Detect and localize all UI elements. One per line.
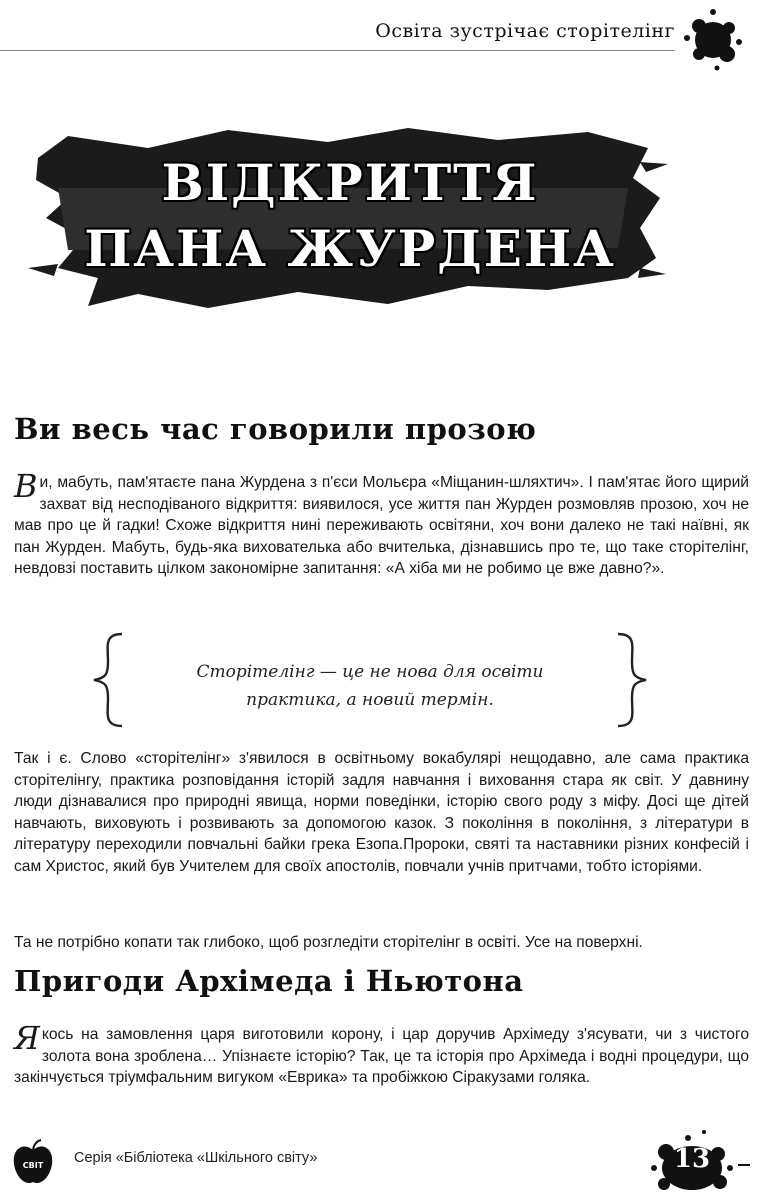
right-brace-icon	[610, 632, 650, 728]
page-number-dash	[738, 1164, 750, 1166]
logo-text: СВІТ	[22, 1161, 44, 1170]
section-heading-2: Пригоди Архімеда і Ньютона	[14, 964, 524, 998]
paragraph-surface: Та не потрібно копати так глибоко, щоб розгледіти сторітелінг в освіті. Усе на поверхні.	[14, 934, 643, 951]
pull-quote	[90, 632, 650, 728]
pull-quote-text	[150, 658, 590, 714]
drop-cap-2: Я	[14, 1019, 40, 1057]
paragraph-intro	[14, 467, 749, 580]
paragraph-storytelling-history: Так і є. Слово «сторітелінг» з'явилося в освітньому вокабулярі нещодавно, але сама практика сторітелінгу, практика розповідання історій задля навчання і виховання стара як світ. У давнину люди дізнавалися про природні явища, норми поведінки, історію свого роду з міфу. Досі ще дітей навчають, виховують і розвивають за допомогою казок. З покоління в покоління, з літератури в літературу переходили повчальні байки грека Езопа.Пророки, святі та наставники різних конфесій і сам Христос, який був Учителем для своїх апостолів, повчали учнів притчами, тобто історіями.	[14, 750, 749, 875]
ink-splat-icon	[677, 4, 747, 74]
running-head-title: Освіта зустрічає сторітелінг	[375, 20, 675, 42]
chapter-title-line-2: ПАНА ЖУРДЕНА	[84, 219, 616, 278]
apple-logo-icon	[10, 1138, 56, 1186]
pull-quote-line-2: практика, а новий термін.	[246, 690, 494, 710]
page-number: 13	[673, 1144, 711, 1174]
paragraph-archimedes-text: кось на замовлення царя виготовили корону, і цар доручив Архімеду з'ясувати, чи з чистого золота вона зроблена… Упізнаєте історію? Так, це та історія про Архімеда і водні процедури, що закінчується тріумфальним вигуком «Еврика» та пробіжкою Сіракузами голяка.	[14, 1026, 749, 1086]
paragraph-intro-text: и, мабуть, пам'ятаєте пана Журдена з п'єси Мольєра «Міщанин-шляхтич». І пам'ятає його щирий захват від несподіваного відкриття: виявилося, усе життя пан Журден розмовляв прозою, хоч не мав про це й гадки! Схоже відкриття нині переживають освітяни, хоч вони далеко не такі наївні, як пан Журден. Мабуть, будь-яка вихователька або вчителька, дізнавшись про те, що таке сторітелінг, невдовзі поставить цілком закономірне запитання: «А хіба ми не робимо це вже давно?».	[14, 474, 749, 577]
paragraph-archimedes	[14, 1019, 749, 1089]
chapter-title	[50, 150, 650, 282]
chapter-title-line-1: ВІДКРИТТЯ	[161, 153, 539, 212]
pull-quote-line-1: Сторітелінг — це не нова для освіти	[196, 662, 544, 682]
section-heading-1: Ви весь час говорили прозою	[14, 412, 537, 446]
header-rule	[0, 50, 675, 51]
left-brace-icon	[90, 632, 130, 728]
series-title: Серія «Бібліотека «Шкільного світу»	[74, 1150, 318, 1166]
drop-cap: В	[14, 467, 38, 505]
